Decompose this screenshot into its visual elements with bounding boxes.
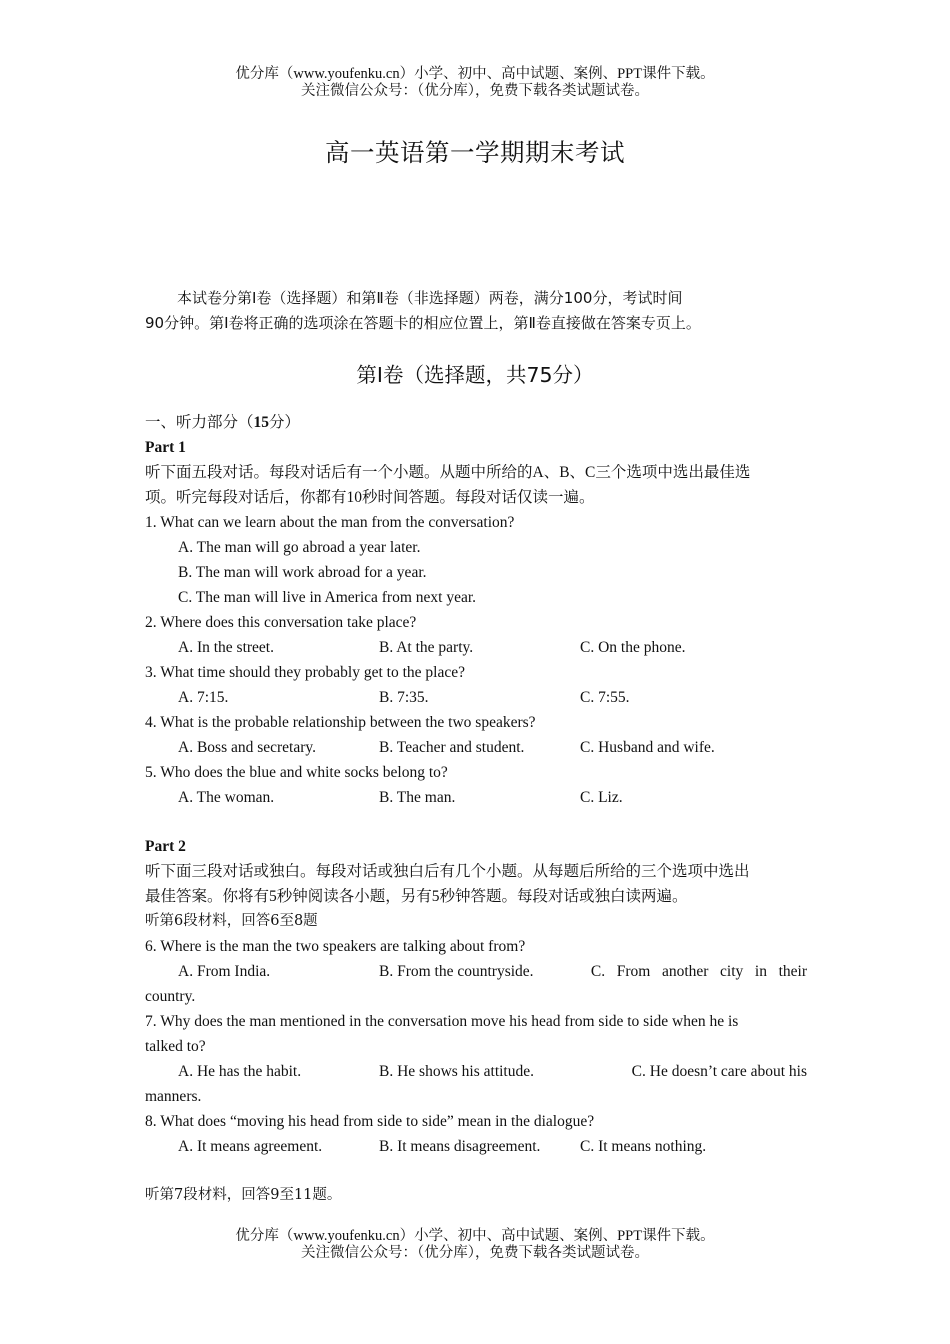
intro-line-2: 90分钟。第Ⅰ卷将正确的选项涂在答题卡的相应位置上，第Ⅱ卷直接做在答案专页上。 bbox=[145, 314, 701, 332]
question-7-option-b: B. He shows his attitude. bbox=[379, 1063, 534, 1080]
part2-instruction-1: 听下面三段对话或独白。每段对话或独白后有几个小题。从每题后所给的三个选项中选出 bbox=[145, 863, 750, 880]
page-header bbox=[0, 66, 950, 100]
question-1-stem: 1. What can we learn about the man from the conversation? bbox=[145, 514, 515, 531]
question-3-stem: 3. What time should they probably get to the place? bbox=[145, 664, 465, 681]
exam-title: 高一英语第一学期期末考试 bbox=[325, 138, 625, 167]
question-1-option-c: C. The man will live in America from next year. bbox=[178, 589, 477, 606]
question-7-stem-1: 7. Why does the man mentioned in the conversation move his head from side to side when he is bbox=[145, 1013, 739, 1030]
section-title: 第Ⅰ卷（选择题，共75分） bbox=[356, 363, 594, 387]
header-line-2: 关注微信公众号：（优分库），免费下载各类试题试卷。 bbox=[301, 83, 649, 99]
question-6-option-a: A. From India. bbox=[178, 963, 271, 980]
listening-score: 15 bbox=[253, 414, 270, 431]
question-4-option-c: C. Husband and wife. bbox=[580, 739, 715, 756]
material-6-note: 听第6段材料，回答6至8题 bbox=[145, 913, 318, 929]
question-1-option-b: B. The man will work abroad for a year. bbox=[178, 564, 427, 581]
question-4-option-a: A. Boss and secretary. bbox=[178, 739, 317, 756]
question-8-option-a: A. It means agreement. bbox=[178, 1138, 323, 1155]
question-4-stem: 4. What is the probable relationship between the two speakers? bbox=[145, 714, 536, 731]
question-3-option-a: A. 7:15. bbox=[178, 689, 229, 706]
question-8-option-b: B. It means disagreement. bbox=[379, 1138, 541, 1155]
question-2-option-a: A. In the street. bbox=[178, 639, 274, 656]
question-5-option-a: A. The woman. bbox=[178, 789, 275, 806]
part1-instruction-2: 项。听完每段对话后，你都有10秒时间答题。每段对话仅读一遍。 bbox=[145, 489, 595, 506]
footer-line-1: 优分库（www.youfenku.cn）小学、初中、高中试题、案例、PPT课件下载。 bbox=[235, 1228, 715, 1244]
question-8-option-c: C. It means nothing. bbox=[580, 1138, 707, 1155]
question-4-option-b: B. Teacher and student. bbox=[379, 739, 525, 756]
question-2-option-b: B. At the party. bbox=[379, 639, 474, 656]
material-7-note: 听第7段材料，回答9至11题。 bbox=[145, 1187, 342, 1203]
intro-paragraph bbox=[145, 286, 807, 336]
question-7-option-c-continued: manners. bbox=[145, 1088, 202, 1105]
question-7-option-a: A. He has the habit. bbox=[178, 1063, 302, 1080]
question-6-option-c-continued: country. bbox=[145, 988, 196, 1005]
part2-instruction-2: 最佳答案。你将有5秒钟阅读各小题，另有5秒钟答题。每段对话或独白读两遍。 bbox=[145, 888, 688, 905]
question-8-stem: 8. What does “moving his head from side to side” mean in the dialogue? bbox=[145, 1113, 595, 1130]
question-2-option-c: C. On the phone. bbox=[580, 639, 686, 656]
part1-label: Part 1 bbox=[145, 439, 186, 456]
listening-heading bbox=[145, 410, 807, 435]
header-line-1: 优分库（www.youfenku.cn）小学、初中、高中试题、案例、PPT课件下载。 bbox=[235, 66, 715, 82]
question-1-option-a: A. The man will go abroad a year later. bbox=[178, 539, 421, 556]
listening-heading-prefix: 一、听力部分（ bbox=[145, 414, 254, 431]
question-7-stem-2: talked to? bbox=[145, 1038, 206, 1055]
question-6-option-b: B. From the countryside. bbox=[379, 963, 534, 980]
question-6-option-c: C. From another city in their bbox=[590, 963, 807, 980]
footer-line-2: 关注微信公众号：（优分库），免费下载各类试题试卷。 bbox=[301, 1245, 649, 1261]
listening-heading-suffix: 分） bbox=[269, 414, 301, 431]
question-5-option-b: B. The man. bbox=[379, 789, 456, 806]
question-2-stem: 2. Where does this conversation take place? bbox=[145, 614, 417, 631]
question-6-stem: 6. Where is the man the two speakers are talking about from? bbox=[145, 938, 526, 955]
intro-line-1: 本试卷分第Ⅰ卷（选择题）和第Ⅱ卷（非选择题）两卷，满分100分，考试时间 bbox=[177, 289, 683, 307]
page-footer bbox=[0, 1228, 950, 1262]
question-3-option-b: B. 7:35. bbox=[379, 689, 429, 706]
question-5-stem: 5. Who does the blue and white socks belong to? bbox=[145, 764, 448, 781]
part1-instruction-1: 听下面五段对话。每段对话后有一个小题。从题中所给的A、B、C三个选项中选出最佳选 bbox=[145, 464, 751, 481]
question-5-option-c: C. Liz. bbox=[580, 789, 623, 806]
question-7-option-c: C. He doesn’t care about his bbox=[631, 1063, 807, 1080]
question-3-option-c: C. 7:55. bbox=[580, 689, 630, 706]
part2-label: Part 2 bbox=[145, 838, 186, 855]
